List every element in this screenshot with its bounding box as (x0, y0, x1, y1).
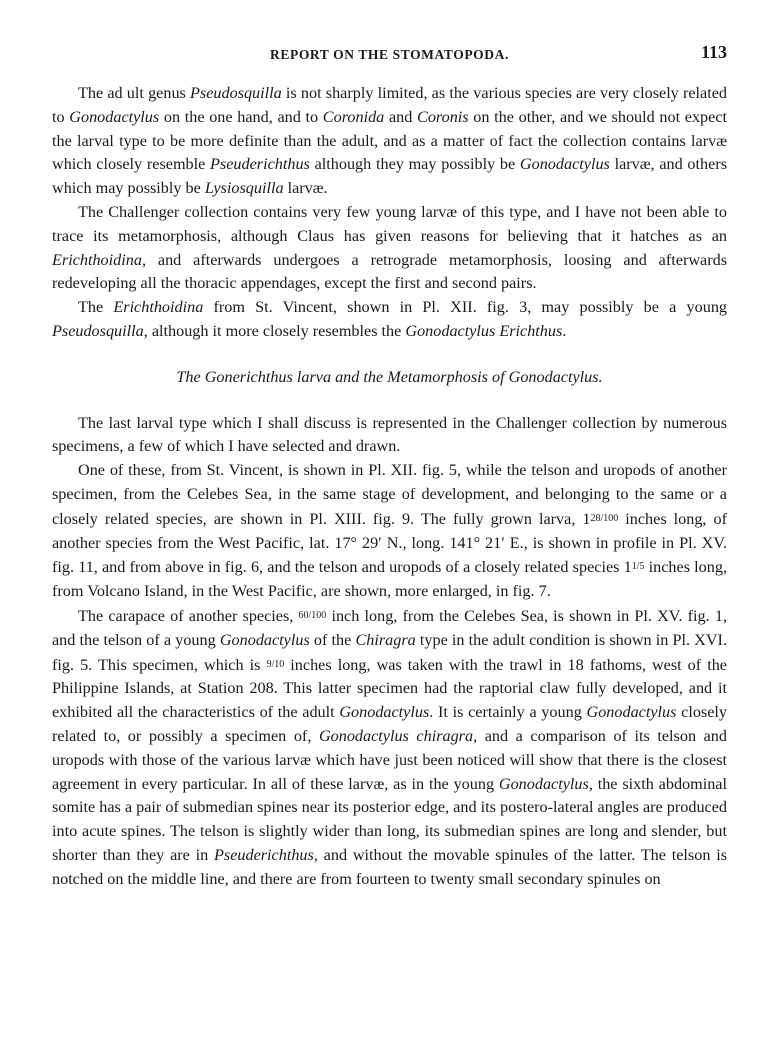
running-title: REPORT ON THE STOMATOPODA. (270, 47, 509, 62)
text-run: inches long, from Volcano Island, in the West Pacific, are shown, more enlarged, in fig. 7. (52, 558, 727, 601)
taxon-name: Gonodactylus chiragra (318, 726, 474, 745)
text-run: . It is certainly a young (429, 703, 587, 722)
text-run: larvæ, and others which may possibly be (52, 155, 727, 198)
taxon-name: Pseudosquilla (190, 84, 282, 102)
taxon-name: Lysiosquilla (204, 179, 284, 198)
text-run: , although it more closely resembles the (143, 321, 406, 340)
text-run: larvæ. (283, 179, 328, 198)
text-run: , and afterwards undergoes a retrograde metamorphosis, loosing and afterwards redeveloping all the thoracic appendages, except the first and second pairs. (52, 250, 727, 293)
paragraph-3 (52, 296, 727, 344)
text-run: One of these, from St. Vincent, is shown in Pl. XII. fig. 5, while the telson and uropods of another specimen, from the Celebes Sea, in the same stage of development, and belonging to the same or a closely related species, are shown in Pl. XIII. fig. 9. The fully grown larva, 1 (52, 461, 727, 528)
text-run: is not sharply limited, as the various species are very closely related to (52, 84, 727, 126)
text-run: , and a comparison of its telson and uropods with those of the various larvæ which have just been noticed will show that there is the closest agreement in every particular. In all of these larvæ, as in the young (52, 726, 727, 793)
taxon-name: Pseudosquilla (52, 321, 144, 340)
fraction: 1/5 (631, 561, 645, 573)
text-run: type in the adult condition is shown in Pl. XVI. fig. 5. This specimen, which is (52, 630, 727, 674)
text-run: inch long, from the Celebes Sea, is shown in Pl. XV. fig. 1, and the telson of a young (52, 606, 727, 649)
taxon-name: Erichthoidina (52, 250, 142, 269)
text-run: The (78, 298, 114, 317)
running-header (52, 38, 727, 68)
taxon-name: Gonodactylus (498, 774, 589, 793)
text-run: and (384, 107, 418, 126)
text-run: on the other, and we should not expect the larval type to be more definite than the adult, and as a matter of fact the collection contains larvæ which closely resemble (52, 107, 728, 174)
text-run: The carapace of another species, (78, 606, 299, 625)
taxon-name: Gonodactylus (339, 703, 430, 722)
taxon-name: Gonodactylus (519, 155, 610, 174)
taxon-name: Coronis (417, 107, 469, 126)
taxon-name: Gonodactylus (69, 107, 160, 126)
taxon-name: Erichthoidina (113, 298, 204, 317)
text-run: The Challenger collection contains very few young larvæ of this type, and I have not been able to trace its metamorphosis, although Claus has given reasons for believing that it hatches as an (52, 202, 727, 245)
taxon-name: Gonodactylus (586, 703, 677, 722)
paragraph-4: The last larval type which I shall discuss is represented in the Challenger collection by numerous specimens, a few of which I have selected and drawn. (52, 413, 727, 456)
text-run: from St. Vincent, shown in Pl. XII. fig. 3, may possibly be a young (203, 298, 728, 317)
taxon-name: Gonodactylus (219, 630, 310, 649)
paragraph-5 (52, 459, 727, 604)
text-run: inches long, of another species from the West Pacific, lat. 17° 29′ N., long. 141° 21′ E., is shown in profile in Pl. XV. fig. 11, and from above in fig. 6, and the telson and uropods of a closely related species 1 (52, 509, 727, 577)
fraction: 9/10 (266, 658, 285, 670)
text-run: The ad ult genus (78, 84, 191, 102)
text-run: on the one hand, and to (159, 107, 323, 126)
taxon-name: Gonodactylus Erichthus (405, 321, 563, 340)
taxon-name: Pseuderichthus (214, 845, 314, 864)
text-run: , and without the movable spinules of the latter. The telson is notched on the middle line, and there are from fourteen to twenty small secondary spinules on (52, 845, 728, 888)
paragraph-6 (52, 604, 727, 892)
taxon-name: Chiragra (355, 630, 416, 649)
page-number: 113 (700, 42, 727, 62)
text-run: although they may possibly be (309, 155, 520, 174)
paragraph-2 (52, 201, 727, 296)
fraction: 60/100 (298, 609, 327, 621)
paragraph-1 (52, 82, 727, 201)
taxon-name: Pseuderichthus (210, 155, 310, 174)
text-run: of the (309, 630, 356, 649)
fraction: 28/100 (590, 512, 619, 524)
body-text (52, 82, 727, 892)
text-run: inches long, was taken with the trawl in 18 fathoms, west of the Philippine Islands, at Station 208. This latter specimen had the raptorial claw fully developed, and it exhibited all the characteristics of the adult (52, 655, 727, 722)
text-run: , the sixth abdominal somite has a pair of submedian spines near its posterior edge, and its postero-lateral angles are produced into acute spines. The telson is slightly wider than long, its submedian spines are long and slender, but shorter than they are in (52, 774, 727, 864)
section-heading: The Gonerichthus larva and the Metamorphosis of Gonodactylus. (176, 367, 603, 386)
page (52, 38, 727, 892)
taxon-name: Coronida (322, 107, 385, 126)
text-run: . (562, 321, 567, 340)
text-run: closely related to, or possibly a specimen of, (52, 703, 727, 745)
